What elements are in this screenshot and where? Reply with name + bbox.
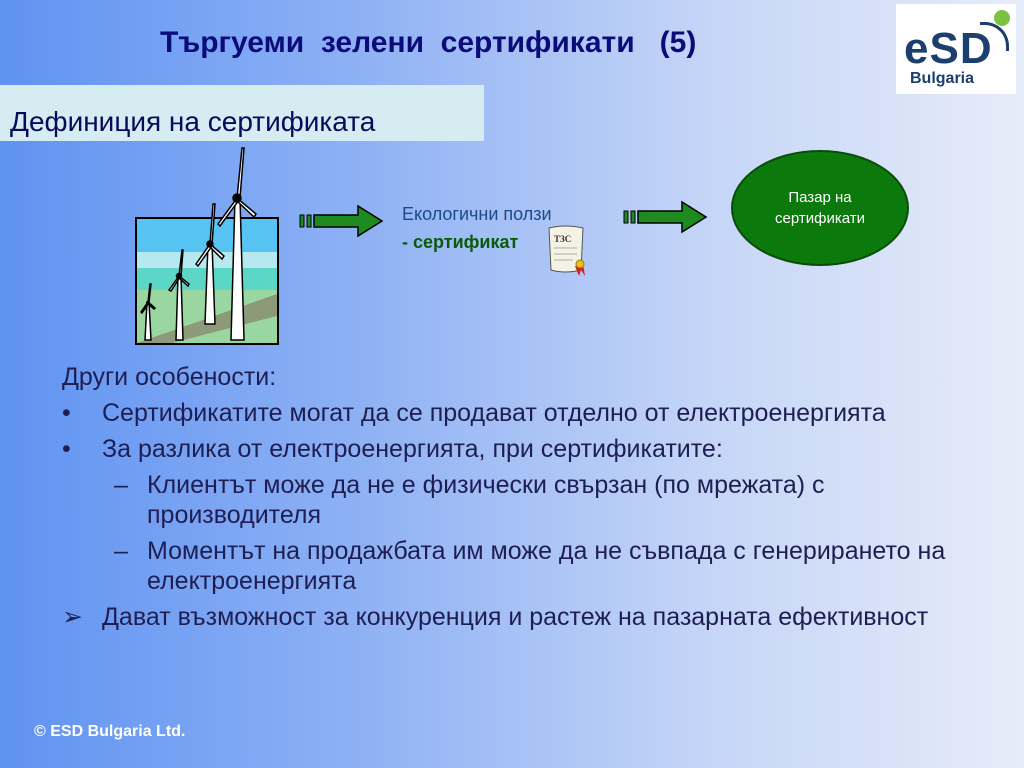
bullet-text: Сертификатите могат да се продават отделно от електроенергията [102,399,886,427]
market-label-line2: сертификати [775,210,865,227]
wind-farm-illustration [132,144,282,348]
slide-body [62,362,962,632]
bullet-text: За разлика от електроенергията, при сертификатите: [102,435,723,463]
logo-country: Bulgaria [910,70,975,87]
sub-bullet-text: Моментът на продажбата им може да не съвпада с генерирането на електроенергията [147,537,946,595]
arrow-right-icon [298,204,384,238]
logo-brand: eSD [904,24,993,73]
copyright-footer: © ESD Bulgaria Ltd. [34,723,186,740]
bullet-item [62,434,962,464]
arrow-bullet-item [62,602,962,632]
arrow-marker-icon: ➢ [62,603,83,631]
bullet-item [62,398,962,428]
bullet-marker: • [62,399,71,427]
certificate-scroll-icon [545,224,589,278]
section-subtitle: Дефиниция на сертификата [10,106,376,137]
certificate-label: - сертификат [402,232,519,252]
eco-benefits-label: Екологични ползи [402,204,552,224]
scroll-text: ТЗС [554,234,572,244]
sub-bullet-item [62,536,962,596]
bullet-marker: • [62,435,71,463]
dash-marker: – [114,471,128,499]
slide-title: Търгуеми зелени сертификати (5) [160,26,697,59]
market-label-line1: Пазар на [788,189,852,206]
sub-bullet-item [62,470,962,530]
logo-dot-icon [994,10,1010,26]
dash-marker: – [114,537,128,565]
certificate-market-ellipse [731,150,909,266]
sub-bullet-text: Клиентът може да не е физически свързан (по мрежата) с производителя [147,471,825,529]
arrow-bullet-text: Дават възможност за конкуренция и растеж на пазарната ефективност [102,603,929,631]
arrow-right-icon [622,200,708,234]
esd-bulgaria-logo [896,4,1016,94]
body-intro: Други особености: [62,363,277,391]
